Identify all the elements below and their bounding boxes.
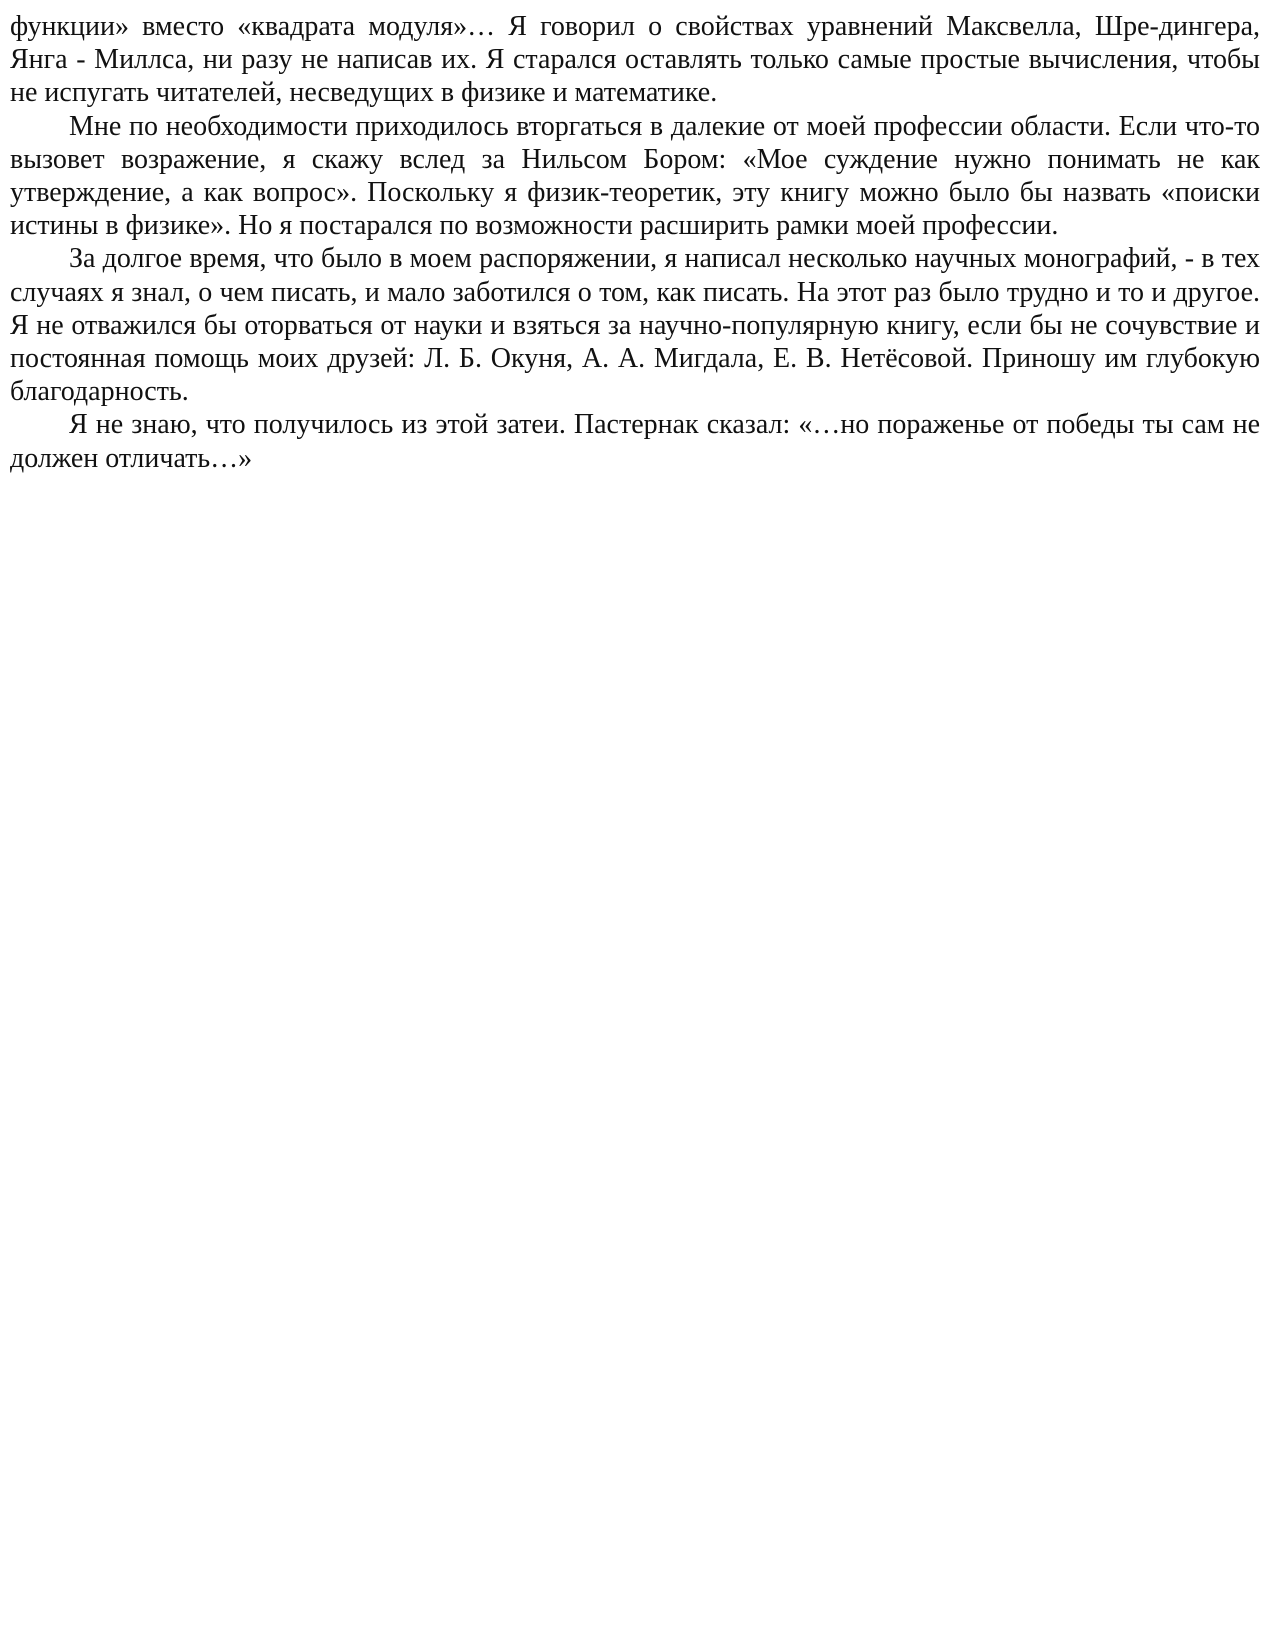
- paragraph-continuation: функции» вместо «квадрата модуля»… Я говорил о свойствах уравнений Максвелла, Шре-дингера, Янга - Миллса, ни разу не написав их. Я старался оставлять только самые простые вычисления, чтобы не испугать читателей, несведущих в физике и математике.: [10, 11, 1260, 109]
- paragraph-closing-quote: Я не знаю, что получилось из этой затеи. Пастернак сказал: «…но пораженье от победы ты сам не должен отличать…»: [10, 409, 1260, 474]
- document-page: [10, 10, 1260, 475]
- paragraph-profession: Мне по необходимости приходилось вторгаться в далекие от моей профессии области. Если что-то вызовет возражение, я скажу вслед за Нильсом Бором: «Мое суждение нужно понимать не как утверждение, а как вопрос». Поскольку я физик-теоретик, эту книгу можно было бы назвать «поиски истины в физике». Но я постарался по возможности расширить рамки моей профессии.: [10, 110, 1260, 242]
- paragraph-acknowledgements: За долгое время, что было в моем распоряжении, я написал несколько научных монографий, - в тех случаях я знал, о чем писать, и мало заботился о том, как писать. На этот раз было трудно и то и другое. Я не отважился бы оторваться от науки и взяться за научно-популярную книгу, если бы не сочувствие и постоянная помощь моих друзей: Л. Б. Окуня, А. А. Мигдала, Е. В. Нетёсовой. Приношу им глубокую благодарность.: [10, 243, 1260, 408]
